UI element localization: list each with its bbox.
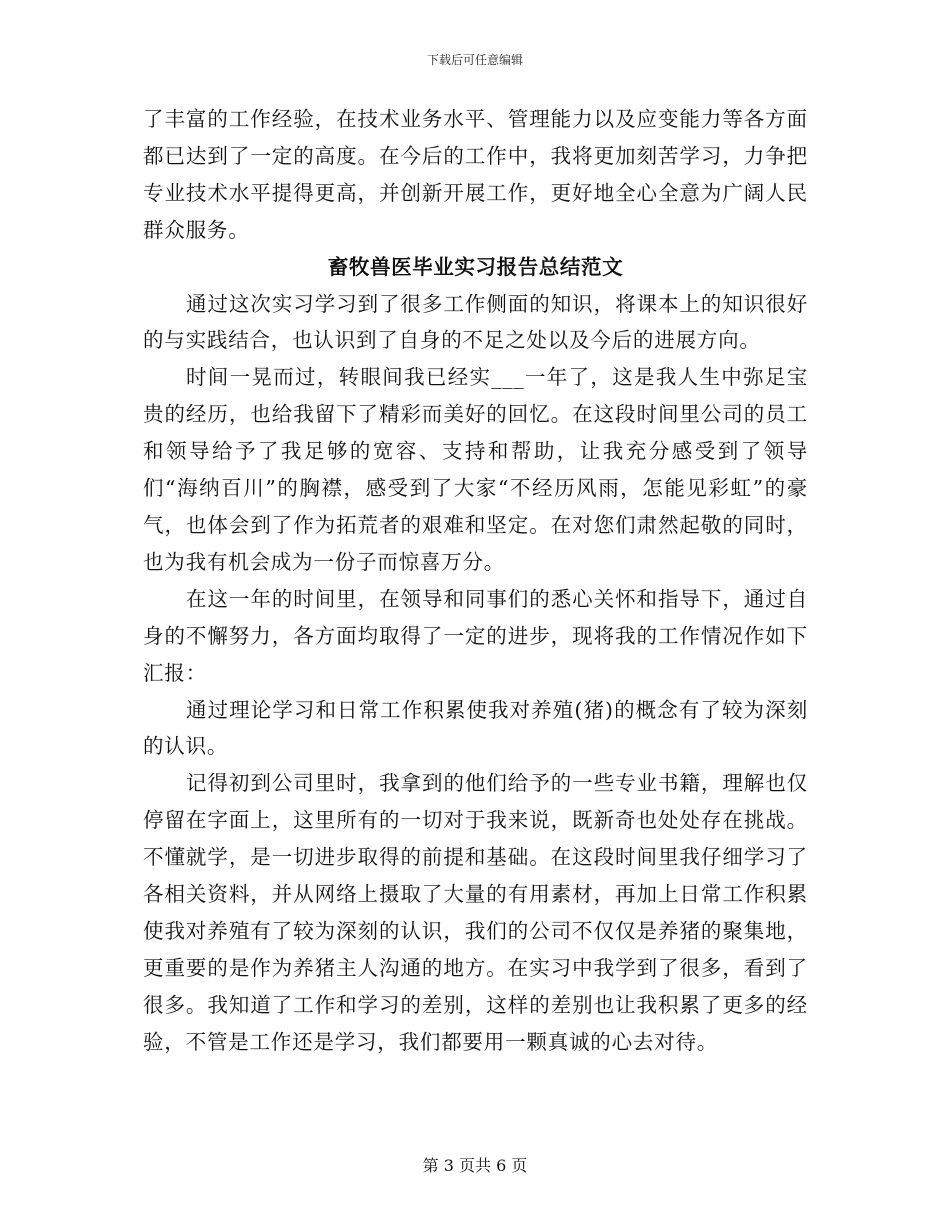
paragraph-2: 时间一晃而过，转眼间我已经实___一年了，这是我人生中弥足宝贵的经历，也给我留下了精彩而美好的回忆。在这段时间里公司的员工和领导给予了我足够的宽容、支持和帮助，让我充分感受到了领导们“海纳百川”的胸襟，感受到了大家“不经历风雨，怎能见彩虹”的豪气，也体会到了作为拓荒者的艰难和坚定。在对您们肃然起敬的同时，也为我有机会成为一份子而惊喜万分。 bbox=[143, 365, 808, 574]
paragraph-4: 通过理论学习和日常工作积累使我对养殖(猪)的概念有了较为深刻的认识。 bbox=[143, 697, 808, 759]
page-header-note: 下载后可任意编辑 bbox=[426, 53, 523, 67]
paragraph-5: 记得初到公司里时，我拿到的他们给予的一些专业书籍，理解也仅停留在字面上，这里所有的一切对于我来说，既新奇也处处存在挑战。不懂就学，是一切进步取得的前提和基础。在这段时间里我仔细学习了各相关资料，并从网络上摄取了大量的有用素材，再加上日常工作积累使我对养殖有了较为深刻的认识，我们的公司不仅仅是养猪的聚集地，更重要的是作为养猪主人沟通的地方。在实习中我学到了很多，看到了很多。我知道了工作和学习的差别，这样的差别也让我积累了更多的经验，不管是工作还是学习，我们都要用一颗真诚的心去对待。 bbox=[143, 771, 808, 1054]
intro-paragraph: 了丰富的工作经验，在技术业务水平、管理能力以及应变能力等各方面都已达到了一定的高度。在今后的工作中，我将更加刻苦学习，力争把专业技术水平提得更高，并创新开展工作，更好地全心全意为广阔人民群众服务。 bbox=[143, 107, 808, 242]
paragraph-1: 通过这次实习学习到了很多工作侧面的知识，将课本上的知识很好的与实践结合，也认识到了自身的不足之处以及今后的进展方向。 bbox=[143, 291, 808, 353]
page-number-footer: 第 3 页共 6 页 bbox=[422, 1156, 528, 1175]
document-title: 畜牧兽医毕业实习报告总结范文 bbox=[327, 254, 624, 279]
paragraph-3: 在这一年的时间里，在领导和同事们的悉心关怀和指导下，通过自身的不懈努力，各方面均取得了一定的进步，现将我的工作情况作如下汇报： bbox=[143, 586, 808, 685]
document-body bbox=[143, 101, 808, 1061]
